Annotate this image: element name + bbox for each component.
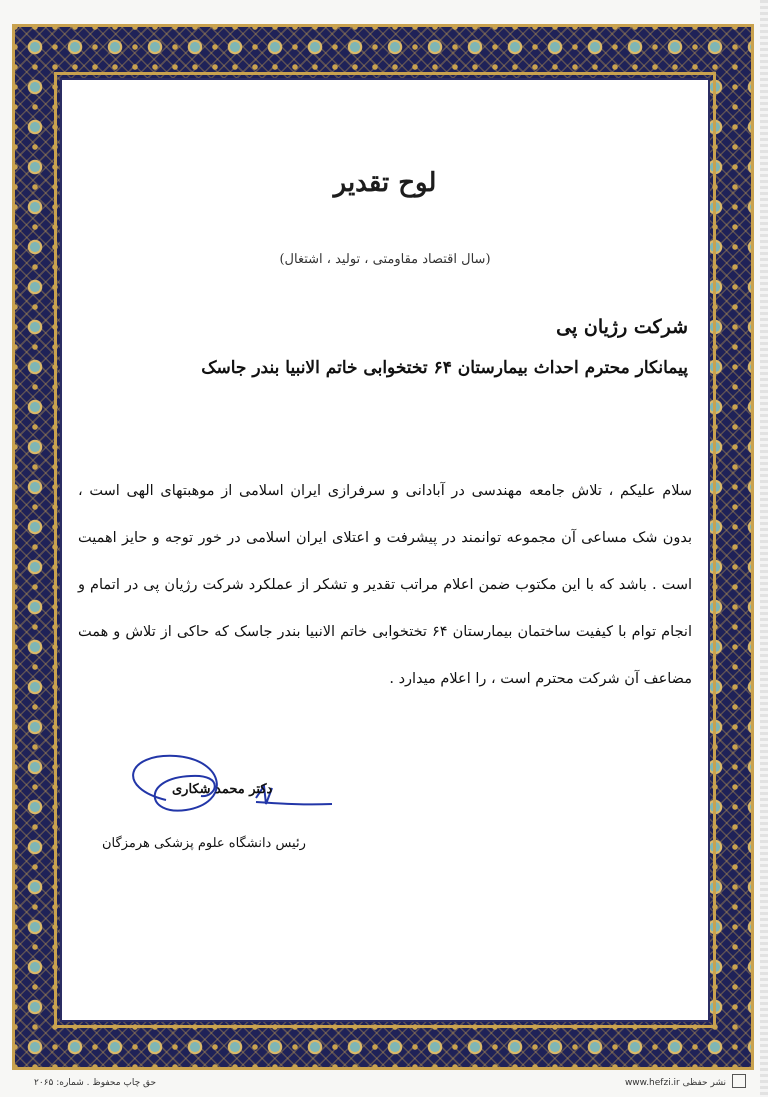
certificate-title: لوح تقدیر: [333, 168, 437, 198]
publisher-logo-icon: [732, 1074, 746, 1088]
scan-edge: [760, 0, 768, 1097]
footer-publisher: www.hefzi.ir نشر حفظی: [624, 1078, 726, 1088]
recipient-company: شرکت رژیان پی: [556, 316, 688, 338]
signer-title: رئیس دانشگاه علوم پزشکی هرمزگان: [102, 836, 306, 851]
footer-copyright: حق چاپ محفوظ . شماره: ۲۰۶۵: [34, 1078, 157, 1088]
certificate-body: [60, 78, 710, 1022]
year-motto: (سال اقتصاد مقاومتی ، تولید ، اشتغال): [279, 252, 491, 267]
signer-name: دکتر محمد شکاری: [172, 782, 273, 797]
contractor-line: پیمانکار محترم احداث بیمارستان ۶۴ تختخوابی خاتم الانبیا بندر جاسک: [201, 358, 688, 378]
body-paragraph: سلام علیکم ، تلاش جامعه مهندسی در آبادانی و سرفرازی ایران اسلامی از موهبتهای الهی است ، بدون شک مساعی آن مجموعه توانمند در پیشرفت و اعتلای ایران اسلامی در خور توجه و حایز اهمیت است . باشد که با این مکتوب ضمن اعلام مراتب تقدیر و تشکر از عملکرد شرکت رژیان پی در اتمام و انجام توام با کیفیت ساختمان بیمارستان ۶۴ تختخوابی خاتم الانبیا بندر جاسک که حاکی از تلاش و همت مضاعف آن شرکت محترم است ، را اعلام میدارد .: [78, 483, 693, 687]
